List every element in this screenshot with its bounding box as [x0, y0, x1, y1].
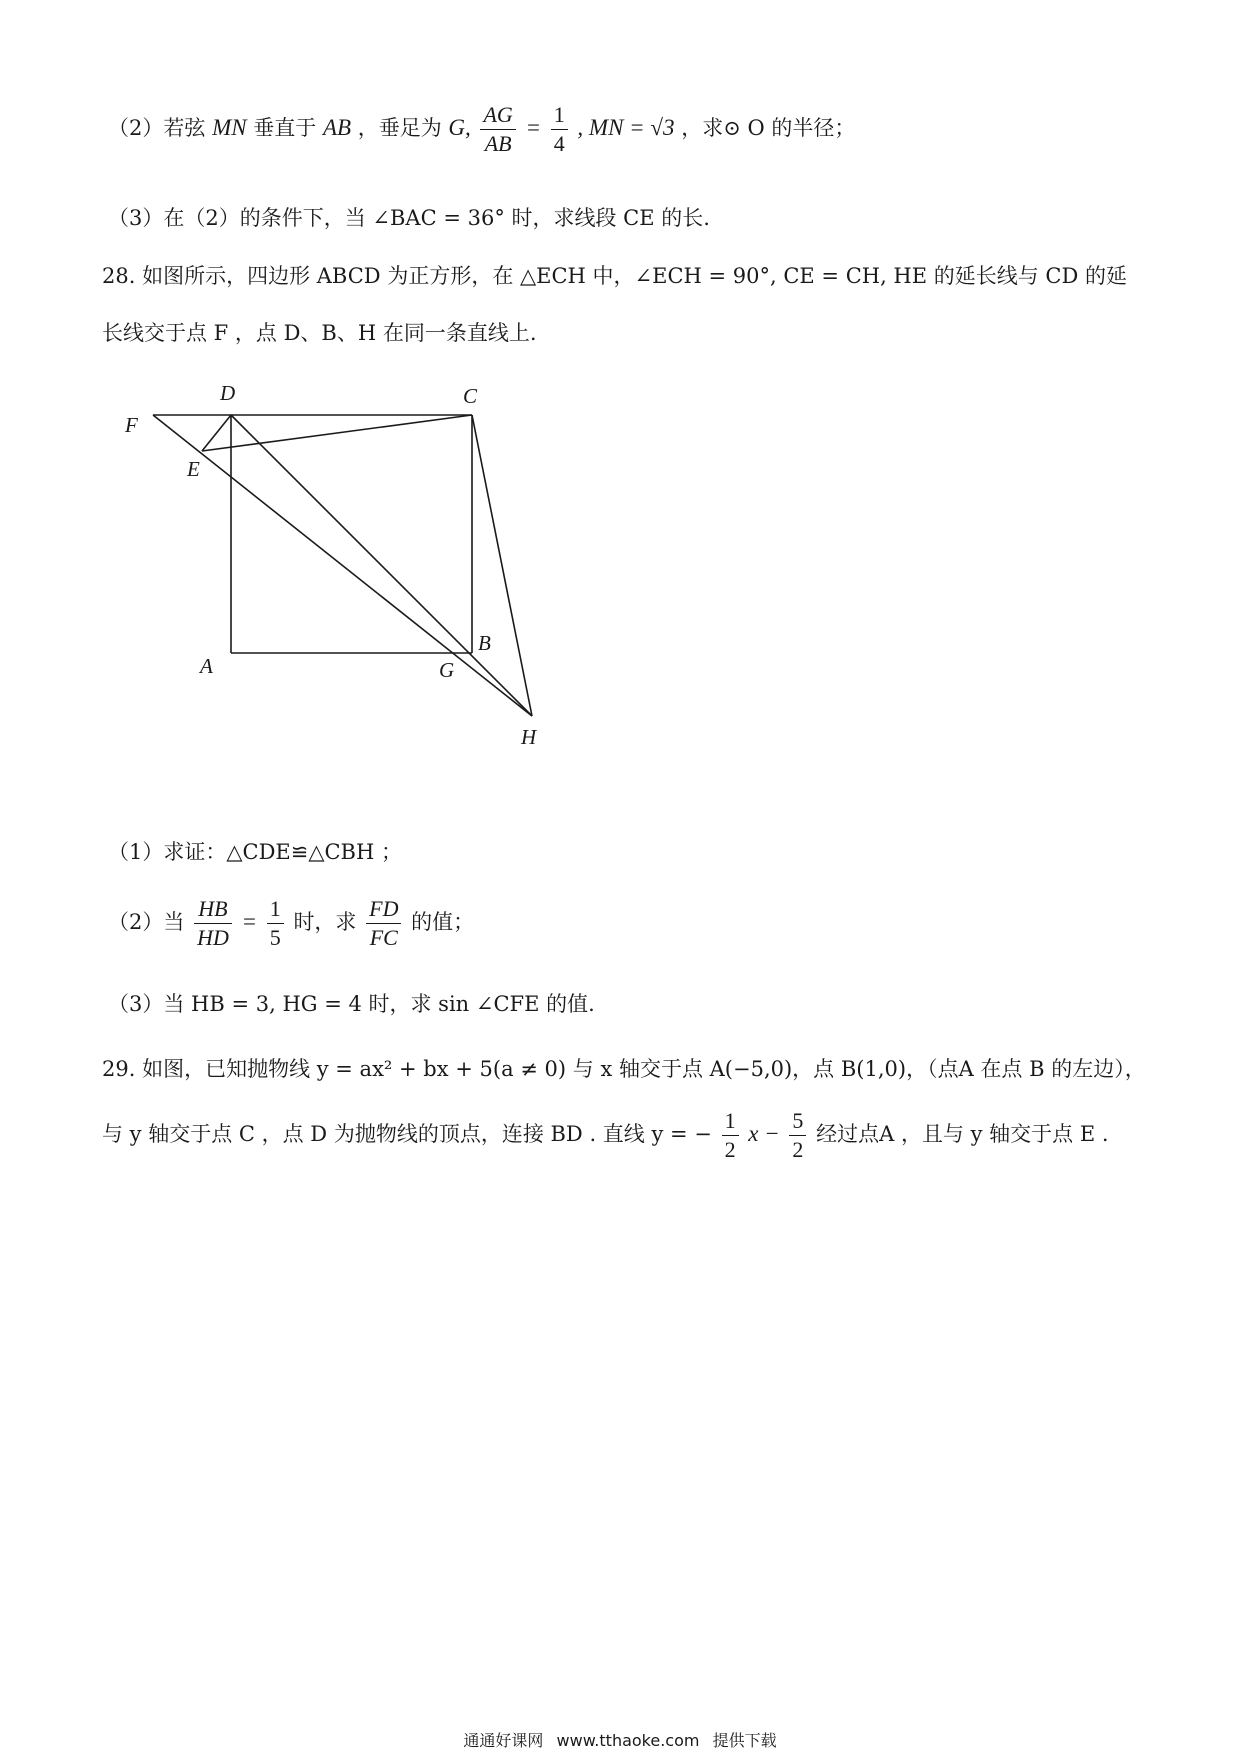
q28-stem-line2: 长线交于点 F ，点 D、B、H 在同一条直线上. — [102, 321, 537, 345]
fraction-numerator: 1 — [722, 1110, 739, 1136]
footer-suffix: 提供下载 — [712, 1731, 777, 1750]
q27-part2-fraction-ag-ab — [480, 104, 515, 155]
fraction-numerator: 1 — [267, 898, 284, 924]
fraction-numerator: FD — [366, 898, 401, 924]
label-c: C — [463, 384, 478, 408]
q27-part3: （3）在（2）的条件下，当 ∠BAC = 36° 时，求线段 CE 的长. — [108, 206, 710, 230]
q27-part2-pre: （2）若弦 — [108, 116, 206, 140]
q28-part1: （1）求证：△CDE≌△CBH ； — [108, 840, 402, 864]
q28-part2-fraction-fd-fc — [366, 898, 401, 949]
fraction-numerator: HB — [194, 898, 232, 924]
q29-line2-pre: 与 y 轴交于点 C ，点 D 为抛物线的顶点，连接 BD . 直线 y = − — [102, 1122, 712, 1146]
label-h: H — [521, 725, 537, 749]
q27-part2-condition: , MN = √3 — [577, 115, 675, 140]
label-b: B — [478, 631, 491, 655]
fraction-denominator: 4 — [553, 131, 565, 156]
fraction-numerator: 1 — [551, 104, 568, 130]
q27-part2-mid1: 垂直于 — [253, 116, 323, 140]
segment-dh — [231, 415, 532, 716]
q29-line2 — [102, 1110, 1109, 1161]
q27-part2 — [108, 104, 855, 155]
q28-part2-fraction-value — [267, 898, 284, 949]
q27-part2-mn: MN — [212, 115, 247, 140]
segment-ch — [472, 415, 532, 716]
fraction-denominator: 2 — [724, 1137, 736, 1162]
q27-part2-mid2: ，垂足为 — [357, 116, 442, 140]
q28-part2-fraction-hb-hd — [194, 898, 232, 949]
q28-part2-mid: 时，求 — [293, 910, 357, 934]
segment-de — [202, 415, 231, 451]
label-e: E — [187, 457, 200, 481]
q28-geometry-figure — [100, 370, 560, 760]
q29-line1: 29. 如图，已知抛物线 y = ax² + bx + 5(a ≠ 0) 与 x 轴交于点 A(−5,0)，点 B(1,0)，（点A 在点 B 的左边）， — [102, 1057, 1146, 1081]
label-g: G — [439, 658, 455, 682]
segment-ec — [202, 415, 472, 451]
footer-url[interactable]: www.tthaoke.com — [556, 1731, 700, 1750]
fraction-numerator: AG — [480, 104, 515, 130]
label-d: D — [220, 381, 236, 405]
q29-line2-mid: x − — [748, 1121, 780, 1146]
q27-part2-ab: AB — [322, 115, 352, 140]
q27-part2-equals: = — [525, 115, 542, 140]
q28-part2-post: 的值； — [411, 910, 475, 934]
fraction-numerator: 5 — [789, 1110, 806, 1136]
q28-part2-pre: （2）当 — [108, 910, 185, 934]
q27-part2-g: G, — [448, 115, 471, 140]
label-f: F — [125, 413, 138, 437]
footer-site-name: 通通好课网 — [463, 1731, 544, 1750]
q28-part3: （3）当 HB = 3, HG = 4 时，求 sin ∠CFE 的值. — [108, 992, 595, 1016]
q28-stem-line1: 28. 如图所示，四边形 ABCD 为正方形，在 △ECH 中，∠ECH = 90°, CE = CH, HE 的延长线与 CD 的延 — [102, 264, 1127, 288]
label-a: A — [200, 654, 213, 678]
fraction-denominator: HD — [197, 925, 229, 950]
q28-part2 — [108, 898, 474, 949]
q29-line2-post: 经过点A ，且与 y 轴交于点 E . — [816, 1122, 1109, 1146]
fraction-denominator: 5 — [269, 925, 281, 950]
page-footer — [0, 1728, 1240, 1751]
fraction-denominator: AB — [484, 131, 512, 156]
fraction-denominator: FC — [369, 925, 398, 950]
q29-fraction-one-half — [722, 1110, 739, 1161]
fraction-denominator: 2 — [792, 1137, 804, 1162]
q27-part2-post: ，求⊙ O 的半径； — [681, 116, 856, 140]
q27-part2-fraction-value — [551, 104, 568, 155]
q29-fraction-five-halves — [789, 1110, 806, 1161]
q28-part2-equals: = — [241, 909, 258, 934]
